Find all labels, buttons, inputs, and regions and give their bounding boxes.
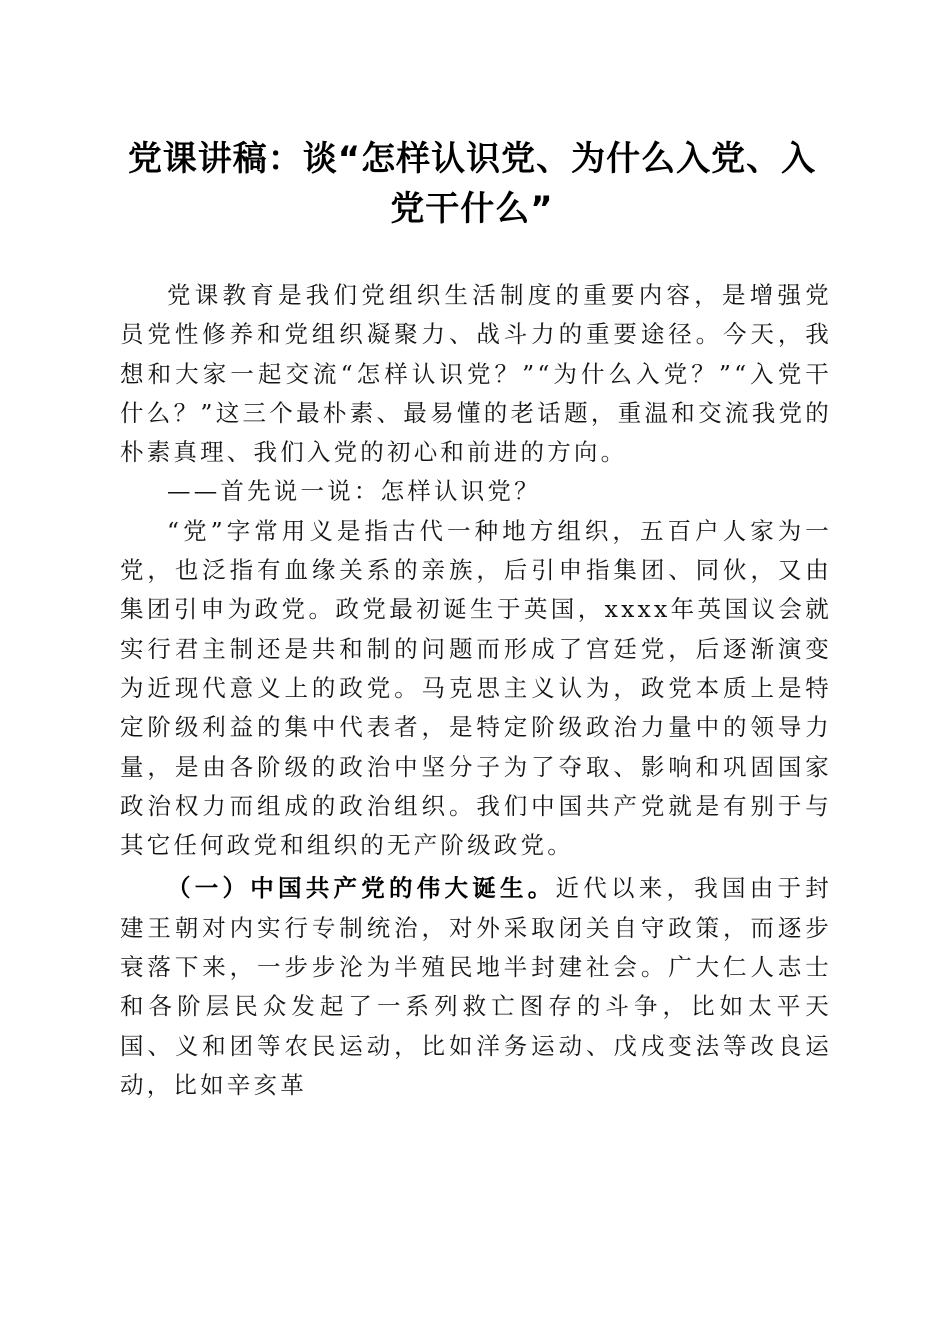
paragraph-party-birth-text: 近代以来，我国由于封建王朝对内实行专制统治，对外采取闭关自守政策，而逐步衰落下来，一步步沦为半殖民地半封建社会。广大仁人志士和各阶层民众发起了一系列救亡图存的斗争，比如太平天国、义和团等农民运动，比如洋务运动、戊戌变法等改良运动，比如辛亥革	[120, 874, 832, 1099]
document-title: 党课讲稿：谈“怎样认识党、为什么入党、入党干什么”	[127, 139, 817, 229]
document-body	[120, 276, 832, 1105]
paragraph-section-heading: ——首先说一说：怎样认识党？	[167, 477, 541, 506]
paragraph-party-birth	[120, 869, 832, 1105]
paragraph-intro: 党课教育是我们党组织生活制度的重要内容，是增强党员党性修养和党组织凝聚力、战斗力的重要途径。今天，我想和大家一起交流“怎样认识党？”“为什么入党？”“入党干什么？”这三个最朴素、最易懂的老话题，重温和交流我党的朴素真理、我们入党的初心和前进的方向。	[120, 281, 832, 467]
paragraph-party-meaning: “党”字常用义是指古代一种地方组织，五百户人家为一党，也泛指有血缘关系的亲族，后引申指集团、同伙，又由集团引申为政党。政党最初诞生于英国，xxxx年英国议会就实行君主制还是共和制的问题而形成了宫廷党，后逐渐演变为近现代意义上的政党。马克思主义认为，政党本质上是特定阶级利益的集中代表者，是特定阶级政治力量中的领导力量，是由各阶级的政治中坚分子为了夺取、影响和巩固国家政治权力而组成的政治组织。我们中国共产党就是有别于与其它任何政党和组织的无产阶级政党。	[120, 516, 832, 860]
paragraph-lead-heading: （一）中国共产党的伟大诞生。	[167, 874, 556, 903]
